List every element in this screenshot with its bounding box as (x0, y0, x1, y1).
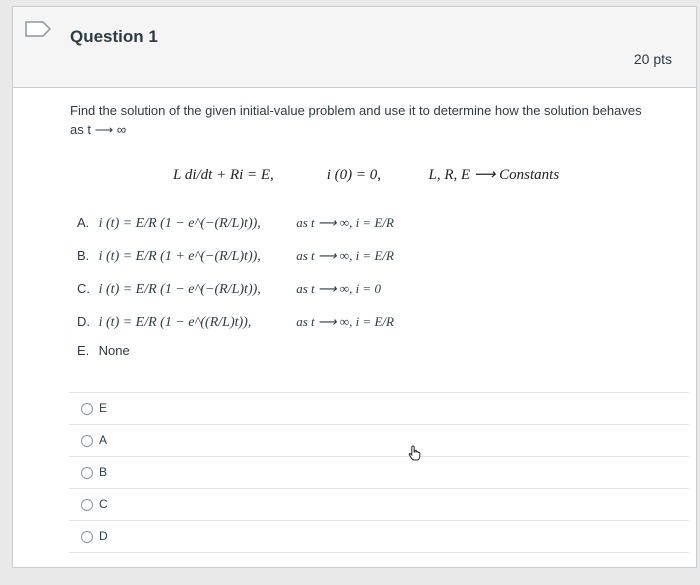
answer-choice-e[interactable] (69, 392, 689, 424)
option-letter: A. (77, 215, 90, 230)
radio-button[interactable] (81, 499, 93, 511)
option-c (77, 281, 381, 298)
option-expression: i (t) = E/R (1 − e^(−(R/L)t)), (98, 282, 261, 297)
answer-label[interactable]: D (99, 529, 108, 543)
radio-button[interactable] (81, 467, 93, 479)
option-expression: i (t) = E/R (1 − e^(−(R/L)t)), (98, 216, 261, 231)
answer-label[interactable]: E (99, 401, 108, 415)
option-expression: i (t) = E/R (1 + e^(−(R/L)t)), (98, 249, 261, 264)
option-letter: C. (77, 281, 90, 296)
answer-label[interactable]: A (99, 433, 108, 447)
answer-list (69, 392, 689, 553)
question-card (12, 6, 697, 568)
option-letter: E. (77, 343, 90, 358)
option-condition: as t ⟶ ∞, i = E/R (296, 215, 394, 230)
answer-choice-a[interactable] (69, 424, 689, 456)
option-letter: B. (77, 248, 90, 263)
question-header (13, 7, 696, 88)
option-a (77, 215, 394, 232)
option-expression: None (98, 343, 130, 358)
option-condition: as t ⟶ ∞, i = E/R (296, 248, 394, 263)
answer-label[interactable]: C (99, 497, 108, 511)
question-points: 20 pts (633, 51, 672, 67)
answer-choice-b[interactable] (69, 456, 689, 488)
hand-pointer-icon (407, 445, 423, 461)
answer-label[interactable]: B (99, 465, 108, 479)
answer-choice-c[interactable] (69, 488, 689, 520)
main-equation (173, 165, 559, 184)
radio-button[interactable] (81, 435, 93, 447)
answer-choice-d[interactable] (69, 520, 689, 553)
initial-condition: i (0) = 0, (326, 167, 382, 183)
option-letter: D. (77, 314, 90, 329)
option-condition: as t ⟶ ∞, i = E/R (296, 314, 394, 329)
option-b (77, 248, 394, 265)
radio-button[interactable] (81, 531, 93, 543)
question-prompt: Find the solution of the given initial-value problem and use it to determine how the solution behaves as t ⟶ ∞ (70, 103, 642, 137)
option-expression: i (t) = E/R (1 − e^((R/L)t)), (98, 315, 252, 330)
radio-button[interactable] (81, 403, 93, 415)
ode-text: L di/dt + Ri = E, (173, 167, 274, 183)
option-d (77, 314, 394, 331)
constants-text: L, R, E ⟶ Constants (428, 167, 560, 183)
flag-icon[interactable] (25, 21, 51, 37)
option-condition: as t ⟶ ∞, i = 0 (296, 281, 381, 296)
option-e (77, 343, 130, 358)
question-title: Question 1 (70, 27, 158, 46)
